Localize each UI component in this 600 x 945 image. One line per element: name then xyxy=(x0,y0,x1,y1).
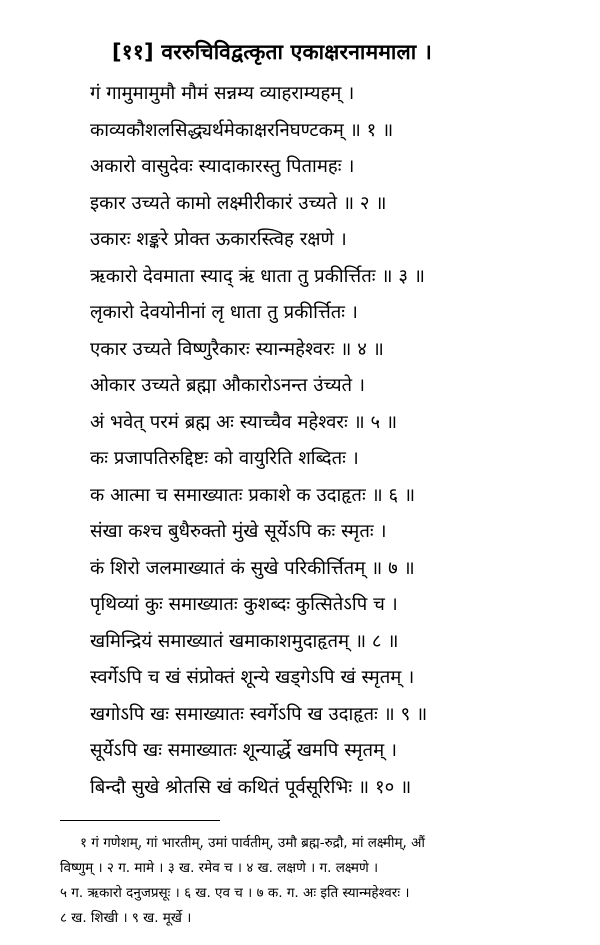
footnote-divider xyxy=(60,820,220,821)
verse-line: ओकार उच्यते ब्रह्मा औकारोऽनन्त उंच्यते । xyxy=(90,375,365,396)
footnote-line: ५ ग. ऋकारो दनुजप्रसूः । ६ ख. एव च । ७ क. ग. अः इति स्यान्महेश्वरः । xyxy=(60,885,410,901)
verse-line: एकार उच्यते विष्णुरैकारः स्यान्महेश्वरः ॥ ४ ॥ xyxy=(90,338,384,360)
verse-line: गं गामुमामुमौ मौमं सन्नम्य व्याहराम्यहम् । xyxy=(90,83,355,104)
verse-line: कं शिरो जलमाख्यातं कं सुखे परिकीर्त्तितम् ॥ ७ ॥ xyxy=(90,557,415,579)
verse-line: अं भवेत् परमं ब्रह्म अः स्याच्चैव महेश्वरः ॥ ५ ॥ xyxy=(90,411,398,433)
footnotes xyxy=(60,831,564,931)
verse-line: बिन्दौ सुखे श्रोतसि खं कथितं पूर्वसूरिभिः ॥ १० ॥ xyxy=(90,776,412,798)
verse-line: कः प्रजापतिरुद्दिष्टः को वायुरिति शब्दितः । xyxy=(90,448,359,469)
verse-line: उकारः शङ्करे प्रोक्त ऊकारस्त्विह रक्षणे । xyxy=(90,229,347,250)
verse-line: क आत्मा च समाख्यातः प्रकाशे क उदाहृतः ॥ ६ ॥ xyxy=(90,484,416,506)
verse-line: पृथिव्यां कुः समाख्यातः कुशब्दः कुत्सितेऽपि च । xyxy=(90,594,398,615)
footnote-line: विष्णुम् । २ ग. मामे । ३ ख. रमेव च । ४ ख. लक्षणे । ग. लक्ष्मणे । xyxy=(60,860,379,876)
verse-line: खमिन्द्रियं समाख्यातं खमाकाशमुदाहृतम् ॥ ८ ॥ xyxy=(90,630,399,652)
verse-line: ऋकारो देवमाता स्याद् ऋं धाता तु प्रकीर्त्तितः ॥ ३ ॥ xyxy=(90,265,425,287)
verse-line: इकार उच्यते कामो लक्ष्मीरीकारं उच्यते ॥ २ ॥ xyxy=(90,192,387,214)
verse-line: लृकारो देवयोनीनां लृ धाता तु प्रकीर्त्तितः । xyxy=(90,302,358,323)
verse-line: स्वर्गेऽपि च खं संप्रोक्तं शून्ये खड्गेऽपि खं स्मृतम् । xyxy=(90,667,415,688)
footnote-line: ८ ख. शिखी । ९ ख. मूर्खे । xyxy=(60,910,192,926)
page-title: [११] वररुचिविद्वत्कृता एकाक्षरनाममाला । xyxy=(112,40,433,64)
verse-line: सूर्येऽपि खः समाख्यातः शून्यार्द्धे खमपि स्मृतम् । xyxy=(90,740,398,761)
verse-line: अकारो वासुदेवः स्यादाकारस्तु पितामहः । xyxy=(90,156,355,177)
footnote-line: १ गं गणेशम्, गां भारतीम्, उमां पार्वतीम्, उमौ ब्रह्म-रुद्रौ, मां लक्ष्मीम्, औं xyxy=(80,835,425,851)
verse-line: काव्यकौशलसिद्ध्यर्थमेकाक्षरनिघण्टकम् ॥ १ ॥ xyxy=(90,119,394,141)
verse-block xyxy=(90,76,564,806)
verse-line: खगोऽपि खः समाख्यातः स्वर्गेऽपि ख उदाहृतः ॥ ९ ॥ xyxy=(90,703,428,725)
verse-line: संखा कश्च बुधैरुक्तो मुंखे सूर्येऽपि कः स्मृतः । xyxy=(90,521,387,542)
